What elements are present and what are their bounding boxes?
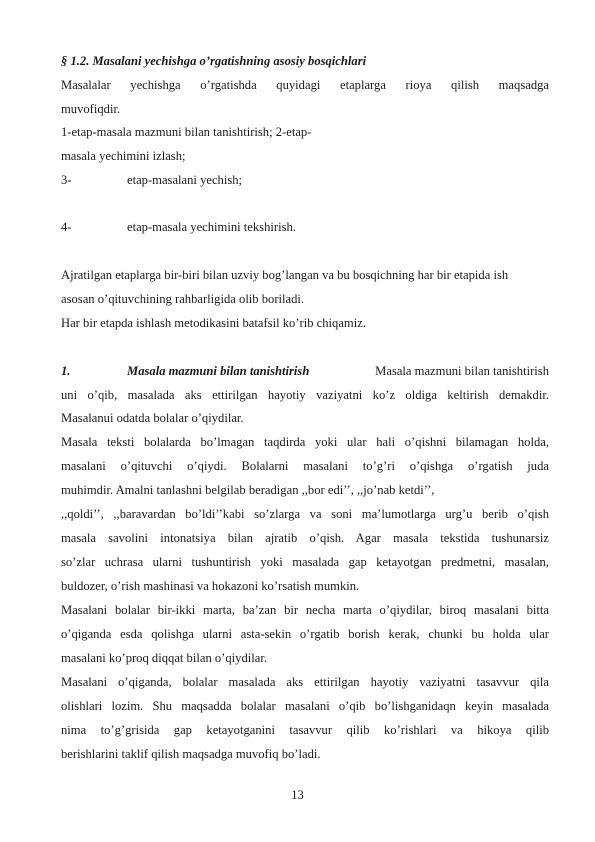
paragraph-line: Masalani o’qiganda, bolalar masalada aks ettirilgan hayotiy vaziyatni tasavvur qila — [61, 675, 549, 689]
list-item-text: etap-masala yechimini tekshirish. — [127, 220, 296, 234]
paragraph-line: ,,qoldi’’, ,,baravardan bo’ldi’’kabi so’zlarga va soni ma’lumotlarga urg’u berib o’qish — [61, 507, 549, 521]
paragraph-line: masalani ko’proq diqqat bilan o’qiydilar. — [61, 651, 268, 665]
paragraph-line: Masala teksti bolalarda bo’lmagan taqdirda yoki ular hali o’qishni bilamagan holda, — [61, 435, 549, 449]
paragraph-line: masala savolini intonatsiya bilan ajratib o’qish. Agar masala tekstida tushunarsiz — [61, 531, 549, 545]
list-item-text: etap-masalani yechish; — [127, 173, 243, 187]
subsection-title: Masala mazmuni bilan tanishtirish — [127, 364, 310, 378]
paragraph-line: muhimdir. Amalni tanlashni belgilab beradigan ,,bor edi’’, ,,jo’nab ketdi’’, — [61, 483, 435, 497]
paragraph-line: 1-etap-masala mazmuni bilan tanishtirish; 2-etap- — [61, 125, 312, 139]
list-item-3 — [61, 172, 242, 188]
subsection-lead-text: Masala mazmuni bilan tanishtirish — [375, 364, 549, 378]
paragraph-line: Masalalar yechishga o’rgatishda quyidagi etaplarga rioya qilish maqsadga — [61, 78, 549, 92]
paragraph-line: o’qiganda esda qolishga ularni asta-sekin o’rgatib borish kerak, chunki bu holda ular — [61, 627, 549, 641]
paragraph-line: uni o’qib, masalada aks ettirilgan hayotiy vaziyatni ko’z oldiga keltirish demakdir. — [61, 388, 549, 402]
paragraph-line: olishlari lozim. Shu maqsadda bolalar masalani o’qib bo’lishganidaqn keyin masalada — [61, 699, 549, 713]
paragraph-line: Masalanui odatda bolalar o’qiydilar. — [61, 411, 244, 425]
list-marker: 3- — [61, 173, 72, 187]
paragraph-line: so’zlar uchrasa ularni tushuntirish yoki masalada gap ketayotgan predmetni, masalan, — [61, 555, 549, 569]
paragraph-line: Masalani bolalar bir-ikki marta, ba’zan bir necha marta o’qiydilar, biroq masalani bitta — [61, 603, 549, 617]
paragraph-line: muvofiqdir. — [61, 102, 121, 116]
subsection-number: 1. — [61, 364, 71, 378]
paragraph-line: Ajratilgan etaplarga bir-biri bilan uzviy bog’langan va bu bosqichning har bir etapida ish — [61, 268, 509, 282]
page-number: 13 — [291, 788, 304, 802]
paragraph-line: masalani o’qituvchi o’qiydi. Bolalarni masalani to’g’ri o’qishga o’rgatish juda — [61, 459, 549, 473]
subsection-line — [61, 363, 549, 379]
paragraph-line: nima to’g’grisida gap ketayotganini tasavvur qilib ko’rishlari va hikoya qilib — [61, 723, 549, 737]
list-marker: 4- — [61, 220, 72, 234]
paragraph-line: Har bir etapda ishlash metodikasini batafsil ko’rib chiqamiz. — [61, 316, 366, 330]
paragraph-line: berishlarini taklif qilish maqsadga muvofiq bo’ladi. — [61, 747, 321, 761]
list-item-4 — [61, 219, 296, 235]
paragraph-line: masala yechimini izlash; — [61, 149, 186, 163]
paragraph-line: buldozer, o’rish mashinasi va hokazoni ko’rsatish mumkin. — [61, 579, 360, 593]
paragraph-line: asosan o’qituvchining rahbarligida olib boriladi. — [61, 292, 305, 306]
section-heading: § 1.2. Masalani yechishga o’rgatishning asosiy bosqichlari — [61, 54, 367, 68]
